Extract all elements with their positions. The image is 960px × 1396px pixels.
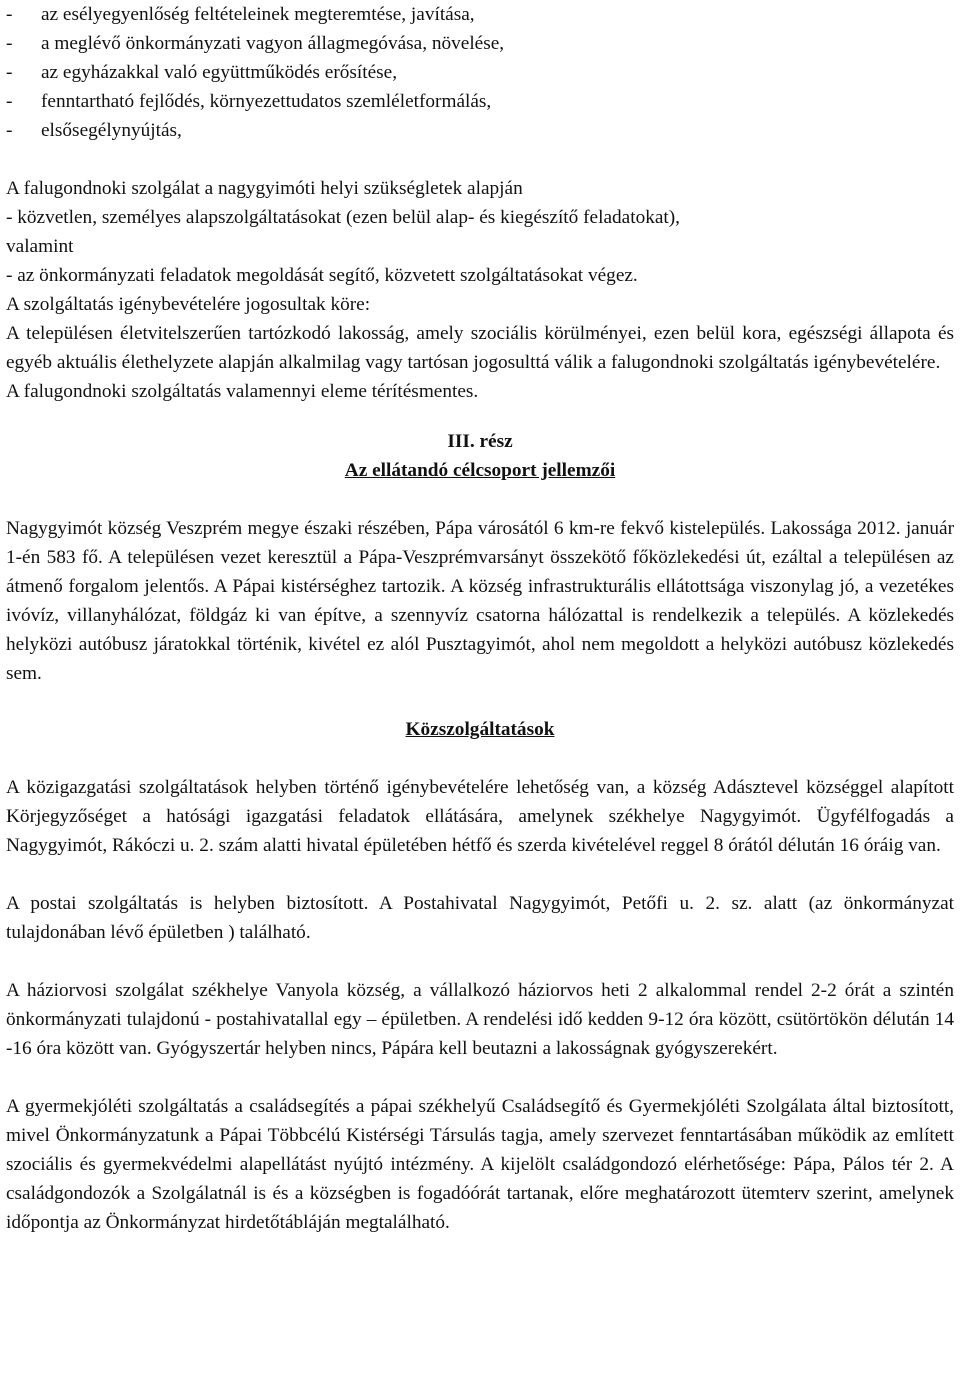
section-title xyxy=(6,456,954,485)
posta-paragraph: A postai szolgáltatás is helyben biztosított. A Postahivatal Nagygyimót, Petőfi u. 2. sz. alatt (az önkormányzat tulajdonában lévő épületben ) található. xyxy=(6,893,954,943)
spacer xyxy=(6,744,954,773)
falugondnoki-intro: A falugondnoki szolgálat a nagygyimóti helyi szükségletek alapján xyxy=(6,178,523,199)
list-item-text: fenntartható fejlődés, környezettudatos szemléletformálás, xyxy=(41,91,492,112)
kozszolgaltatasok-heading-text: Közszolgáltatások xyxy=(405,719,555,740)
section-number: III. rész xyxy=(447,431,513,452)
gyermekjoleti-paragraph: A gyermekjóléti szolgáltatás a családsegítés a pápai székhelyű Családsegítő és Gyermekjóléti Szolgálata által biztosított, mivel Önkormányzatunk a Pápai Többcélú Kistérségi Társulás tagja, amely szervezet fenntartásában működik az említett szociális és gyermekvédelmi alapellátást nyújtó intézmény. A kijelölt családgondozó elérhetősége: Pápa, Pálos tér 2. A családgondozók a Szolgálatnál is és a községben is fogadóórát tartanak, előre meghatározott ütemterv szerint, amelynek időpontja az Önkormányzat hirdetőtábláján megtalálható. xyxy=(6,1096,954,1233)
list-dash: - xyxy=(6,62,13,83)
spacer xyxy=(6,860,954,889)
spacer xyxy=(6,406,954,427)
spacer xyxy=(6,688,954,715)
intro-paragraph: Nagygyimót község Veszprém megye északi részében, Pápa városától 6 km-re fekvő kistelepülés. Lakossága 2012. január 1-én 583 fő. A településen vezet keresztül a Pápa-Veszprémvarsányt összekötő főközlekedési út, ezáltal a településen az átmenő forgalom jelentős. A Pápai kistérséghez tartozik. A község infrastrukturális ellátottsága viszonylag jó, a vezetékes ivóvíz, villanyhálózat, földgáz ki van építve, a szennyvíz csatorna hálózattal is rendelkezik a település. A közlekedés helyközi autóbusz járatokkal történik, kivétel ez alól Pusztagyimót, ahol nem megoldott a helyközi autóbusz közlekedés sem. xyxy=(6,518,954,684)
falugondnoki-line-1: - közvetlen, személyes alapszolgáltatásokat (ezen belül alap- és kiegészítő feladatokat), xyxy=(6,207,681,228)
list-dash: - xyxy=(6,91,13,112)
kozszolgaltatasok-heading xyxy=(6,715,954,744)
free-of-charge-note: A falugondnoki szolgáltatás valamennyi eleme térítésmentes. xyxy=(6,381,479,402)
list-dash: - xyxy=(6,33,13,54)
list-dash: - xyxy=(6,120,13,141)
list-item-text: elsősegélynyújtás, xyxy=(41,120,182,141)
falugondnoki-line-2: valamint xyxy=(6,236,74,257)
kozigazgatas-paragraph: A közigazgatási szolgáltatások helyben történő igénybevételére lehetőség van, a község Adásztevel községgel alapított Körjegyzőséget a hatósági igazgatási feladatok ellátására, amelynek székhelye Nagygyimót. Ügyfélfogadás a Nagygyimót, Rákóczi u. 2. szám alatti hivatal épületében hétfő és szerda kivételével reggel 8 órától délután 16 óráig van. xyxy=(6,777,954,856)
spacer xyxy=(6,947,954,976)
list-item-text: az egyházakkal való együttműködés erősítése, xyxy=(41,62,398,83)
document-page xyxy=(6,0,954,1237)
section-title-text: Az ellátandó célcsoport jellemzői xyxy=(344,460,616,481)
list-item xyxy=(6,0,954,29)
list-dash: - xyxy=(6,4,13,25)
haziorvos-paragraph: A háziorvosi szolgálat székhelye Vanyola község, a vállalkozó háziorvos heti 2 alkalommal rendel 2-2 órát a szintén önkormányzati tulajdonú - postahivatallal egy – épületben. A rendelési idő kedden 9-12 óra között, csütörtökön délután 14 -16 óra között van. Gyógyszertár helyben nincs, Pápára kell beutazni a lakosságnak gyógyszerekért. xyxy=(6,980,954,1059)
jogosult-text: A településen életvitelszerűen tartózkodó lakosság, amely szociális körülményei, ezen belül kora, egészségi állapota és egyéb aktuális élethelyzete alapján alkalmilag vagy tartósan jogosulttá válik a falugondnoki szolgáltatás igénybevételére. xyxy=(6,323,954,373)
falugondnoki-line-3: - az önkormányzati feladatok megoldását segítő, közvetett szolgáltatásokat végez. xyxy=(6,265,638,286)
jogosult-heading: A szolgáltatás igénybevételére jogosultak köre: xyxy=(6,294,371,315)
spacer xyxy=(6,485,954,514)
list-item xyxy=(6,87,954,116)
list-item-text: a meglévő önkormányzati vagyon állagmegóvása, növelése, xyxy=(41,33,505,54)
spacer xyxy=(6,1063,954,1092)
goals-list xyxy=(6,0,954,145)
spacer xyxy=(6,145,954,174)
list-item-text: az esélyegyenlőség feltételeinek megteremtése, javítása, xyxy=(41,4,475,25)
list-item xyxy=(6,58,954,87)
list-item xyxy=(6,29,954,58)
list-item xyxy=(6,116,954,145)
